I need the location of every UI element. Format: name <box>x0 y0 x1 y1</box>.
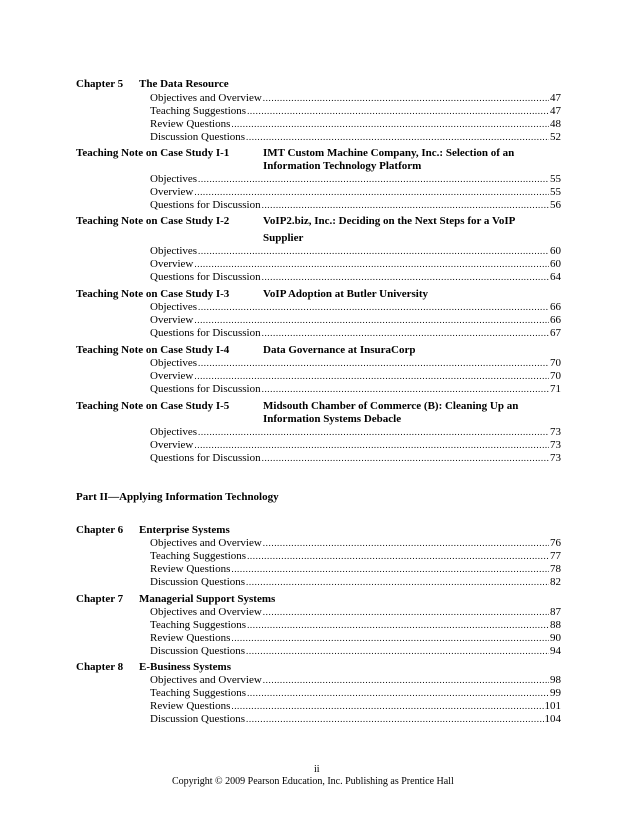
toc-page-number: 71 <box>550 383 561 395</box>
dot-leader <box>262 327 549 340</box>
dot-leader <box>247 619 549 632</box>
toc-page-number: 56 <box>550 199 561 211</box>
toc-page-number: 82 <box>550 576 561 588</box>
toc-page-number: 64 <box>550 271 561 283</box>
toc-entry-text: Review Questions <box>150 632 231 644</box>
toc-page-number: 98 <box>550 674 561 686</box>
toc-entry[interactable] <box>150 632 561 645</box>
toc-page-number: 66 <box>550 314 561 326</box>
toc-entry-text: Review Questions <box>150 700 231 712</box>
toc-entry-text: Overview <box>150 370 194 382</box>
case-study-title-continued: Information Technology Platform <box>263 160 422 172</box>
case-study-label: Teaching Note on Case Study I-5 <box>76 400 230 412</box>
toc-entry[interactable] <box>150 173 561 186</box>
toc-page-number: 77 <box>550 550 561 562</box>
toc-entry-text: Discussion Questions <box>150 576 246 588</box>
toc-entry-text: Teaching Suggestions <box>150 619 247 631</box>
toc-page-number: 60 <box>550 245 561 257</box>
toc-entry[interactable] <box>150 563 561 576</box>
toc-entry-text: Review Questions <box>150 118 231 130</box>
toc-entry-text: Overview <box>150 258 194 270</box>
toc-entry-text: Discussion Questions <box>150 713 246 725</box>
dot-leader <box>263 606 549 619</box>
chapter-title: The Data Resource <box>139 78 229 90</box>
dot-leader <box>198 426 549 439</box>
dot-leader <box>262 383 549 396</box>
dot-leader <box>247 687 549 700</box>
toc-entry[interactable] <box>150 105 561 118</box>
dot-leader <box>262 199 549 212</box>
page-number: ii <box>314 764 320 775</box>
toc-page-number: 90 <box>550 632 561 644</box>
toc-entry[interactable] <box>150 687 561 700</box>
dot-leader <box>263 674 549 687</box>
toc-page-number: 60 <box>550 258 561 270</box>
toc-entry[interactable] <box>150 576 561 589</box>
toc-page-number: 70 <box>550 357 561 369</box>
toc-entry-text: Questions for Discussion <box>150 271 261 283</box>
toc-entry-text: Objectives and Overview <box>150 92 262 104</box>
toc-page-number: 101 <box>544 700 561 712</box>
dot-leader <box>194 258 549 271</box>
toc-entry-text: Objectives <box>150 301 198 313</box>
toc-entry-text: Objectives <box>150 173 198 185</box>
dot-leader <box>246 131 549 144</box>
toc-page-number: 47 <box>550 92 561 104</box>
chapter-label: Chapter 6 <box>76 524 124 536</box>
toc-entry-text: Overview <box>150 186 194 198</box>
dot-leader <box>231 118 549 131</box>
dot-leader <box>247 105 549 118</box>
dot-leader <box>263 537 549 550</box>
toc-entry[interactable] <box>150 452 561 465</box>
toc-page-number: 73 <box>550 426 561 438</box>
dot-leader <box>194 186 549 199</box>
toc-page-number: 87 <box>550 606 561 618</box>
case-study-label: Teaching Note on Case Study I-3 <box>76 288 230 300</box>
toc-entry-text: Overview <box>150 439 194 451</box>
toc-page-number: 55 <box>550 186 561 198</box>
dot-leader <box>246 713 543 726</box>
toc-entry[interactable] <box>150 92 561 105</box>
case-study-label: Teaching Note on Case Study I-1 <box>76 147 230 159</box>
toc-entry-text: Discussion Questions <box>150 131 246 143</box>
case-study-label: Teaching Note on Case Study I-2 <box>76 215 230 227</box>
dot-leader <box>194 439 549 452</box>
case-study-title: VoIP2.biz, Inc.: Deciding on the Next Steps for a VoIP <box>263 215 516 227</box>
dot-leader <box>231 700 543 713</box>
toc-page-number: 67 <box>550 327 561 339</box>
dot-leader <box>194 370 549 383</box>
toc-entry-text: Objectives and Overview <box>150 606 262 618</box>
toc-page-number: 88 <box>550 619 561 631</box>
toc-entry[interactable] <box>150 550 561 563</box>
chapter-title: Managerial Support Systems <box>139 593 276 605</box>
toc-entry-text: Review Questions <box>150 563 231 575</box>
toc-entry[interactable] <box>150 118 561 131</box>
toc-page-number: 99 <box>550 687 561 699</box>
case-study-title-continued: Information Systems Debacle <box>263 413 402 425</box>
case-study-title-continued: Supplier <box>263 232 304 244</box>
toc-entry[interactable] <box>150 327 561 340</box>
toc-page-number: 66 <box>550 301 561 313</box>
toc-entry-text: Objectives <box>150 245 198 257</box>
toc-entry-text: Objectives <box>150 357 198 369</box>
toc-entry[interactable] <box>150 426 561 439</box>
toc-entry-text: Overview <box>150 314 194 326</box>
toc-entry[interactable] <box>150 606 561 619</box>
toc-page-number: 76 <box>550 537 561 549</box>
toc-entry-text: Teaching Suggestions <box>150 105 247 117</box>
chapter-label: Chapter 5 <box>76 78 124 90</box>
toc-entry-text: Questions for Discussion <box>150 383 261 395</box>
case-study-title: IMT Custom Machine Company, Inc.: Selection of an <box>263 147 515 159</box>
toc-entry[interactable] <box>150 245 561 258</box>
dot-leader <box>231 563 549 576</box>
dot-leader <box>262 271 549 284</box>
dot-leader <box>194 314 549 327</box>
toc-entry[interactable] <box>150 271 561 284</box>
toc-entry[interactable] <box>150 439 561 452</box>
toc-entry-text: Teaching Suggestions <box>150 687 247 699</box>
chapter-title: Enterprise Systems <box>139 524 230 536</box>
chapter-label: Chapter 7 <box>76 593 124 605</box>
toc-page-number: 55 <box>550 173 561 185</box>
dot-leader <box>247 550 549 563</box>
dot-leader <box>198 245 549 258</box>
toc-entry[interactable] <box>150 258 561 271</box>
toc-entry[interactable] <box>150 674 561 687</box>
part-heading: Part II—Applying Information Technology <box>76 491 279 503</box>
toc-entry[interactable] <box>150 537 561 550</box>
toc-entry[interactable] <box>150 199 561 212</box>
copyright-notice: Copyright © 2009 Pearson Education, Inc. Publishing as Prentice Hall <box>172 776 454 787</box>
toc-entry[interactable] <box>150 357 561 370</box>
toc-page-number: 78 <box>550 563 561 575</box>
dot-leader <box>231 632 549 645</box>
toc-page-number: 94 <box>550 645 561 657</box>
case-study-title: Data Governance at InsuraCorp <box>263 344 416 356</box>
chapter-label: Chapter 8 <box>76 661 124 673</box>
toc-page-number: 52 <box>550 131 561 143</box>
dot-leader <box>262 452 549 465</box>
dot-leader <box>198 173 549 186</box>
toc-page-number: 73 <box>550 452 561 464</box>
toc-entry-text: Teaching Suggestions <box>150 550 247 562</box>
dot-leader <box>263 92 549 105</box>
toc-entry[interactable] <box>150 700 561 713</box>
chapter-title: E-Business Systems <box>139 661 231 673</box>
case-study-title: Midsouth Chamber of Commerce (B): Cleaning Up an <box>263 400 519 412</box>
toc-entry[interactable] <box>150 186 561 199</box>
toc-entry[interactable] <box>150 314 561 327</box>
toc-page-number: 70 <box>550 370 561 382</box>
toc-entry[interactable] <box>150 370 561 383</box>
toc-entry-text: Questions for Discussion <box>150 199 261 211</box>
toc-entry[interactable] <box>150 619 561 632</box>
toc-entry-text: Objectives and Overview <box>150 537 262 549</box>
toc-entry[interactable] <box>150 383 561 396</box>
toc-page-number: 47 <box>550 105 561 117</box>
toc-entry-text: Objectives <box>150 426 198 438</box>
dot-leader <box>246 576 549 589</box>
toc-page-number: 73 <box>550 439 561 451</box>
dot-leader <box>198 357 549 370</box>
toc-entry-text: Objectives and Overview <box>150 674 262 686</box>
case-study-title: VoIP Adoption at Butler University <box>263 288 429 300</box>
toc-entry-text: Questions for Discussion <box>150 327 261 339</box>
dot-leader <box>198 301 549 314</box>
toc-entry[interactable] <box>150 713 561 726</box>
toc-entry[interactable] <box>150 645 561 658</box>
dot-leader <box>246 645 549 658</box>
toc-page-number: 104 <box>544 713 561 725</box>
toc-entry-text: Discussion Questions <box>150 645 246 657</box>
toc-page-number: 48 <box>550 118 561 130</box>
case-study-label: Teaching Note on Case Study I-4 <box>76 344 230 356</box>
toc-entry[interactable] <box>150 301 561 314</box>
toc-entry-text: Questions for Discussion <box>150 452 261 464</box>
toc-entry[interactable] <box>150 131 561 144</box>
